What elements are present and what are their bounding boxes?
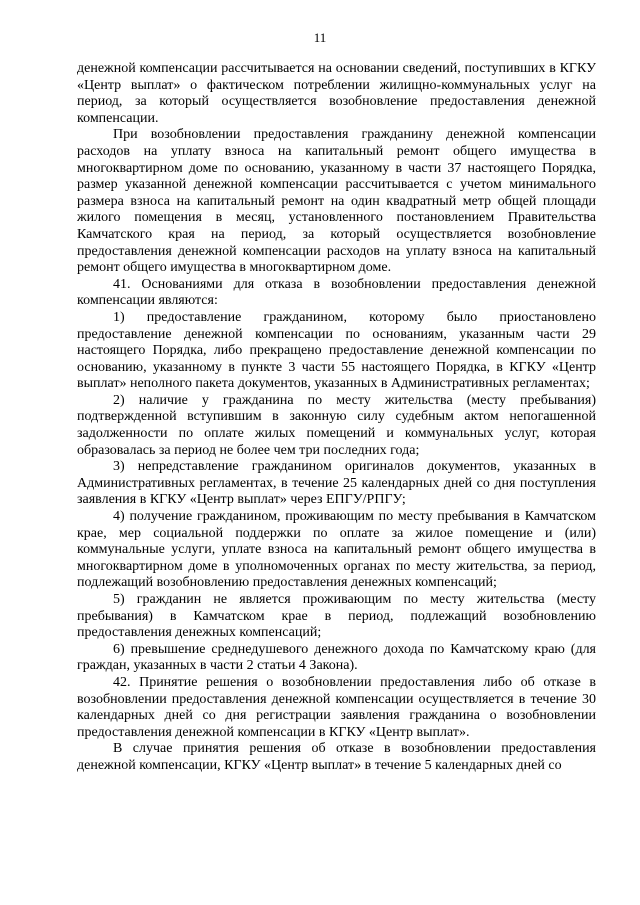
paragraph-refusal-notice: В случае принятия решения об отказе в возобновлении предоставления денежной компенсации, КГКУ «Центр выплат» в течение 5 календарных дней со: [77, 741, 596, 773]
paragraph-continuation: денежной компенсации рассчитывается на основании сведений, поступивших в КГКУ «Центр выплат» о фактическом потреблении жилищно-коммунальных услуг на период, за который осуществляется возобновление предоставления денежной компенсации.: [77, 61, 596, 126]
list-item-6: 6) превышение среднедушевого денежного дохода по Камчатскому краю (для граждан, указанных в части 2 статьи 4 Закона).: [77, 641, 596, 674]
list-item-3: 3) непредставление гражданином оригиналов документов, указанных в Административных регламентах, в течение 25 календарных дней со дня поступления заявления в КГКУ «Центр выплат» через ЕПГУ/РПГУ;: [77, 459, 596, 508]
paragraph-section-41: 41. Основаниями для отказа в возобновлении предоставления денежной компенсации являются:: [77, 276, 596, 309]
list-item-1: 1) предоставление гражданином, которому было приостановлено предоставление денежной компенсации по основаниям, указанным части 29 настоящего Порядка, либо прекращено предоставление денежной компенсации по основанию, указанному в пункте 3 части 55 настоящего Порядка, в КГКУ «Центр выплат» неполного пакета документов, указанных в Административных регламентах;: [77, 309, 596, 392]
document-body: [77, 61, 596, 775]
list-item-5: 5) гражданин не является проживающим по месту жительства (месту пребывания) в Камчатском крае в период, подлежащий возобновлению предоставления денежных компенсаций;: [77, 592, 596, 641]
list-item-4: 4) получение гражданином, проживающим по месту пребывания в Камчатском крае, мер социальной поддержки по оплате за жилое помещение и (или) коммунальные услуги, уплате взноса на капитальный ремонт общего имущества в многоквартирном доме в уполномоченных органах по месту жительства, за период, подлежащий возобновлению предоставления денежных компенсаций;: [77, 509, 596, 591]
paragraph-recalculation: При возобновлении предоставления гражданину денежной компенсации расходов на уплату взноса на капитальный ремонт общего имущества в многоквартирном доме по основанию, указанному в части 37 настоящего Порядка, размер указанной денежной компенсации рассчитывается с учетом минимального размера взноса на капитальный ремонт на один квадратный метр общей площади жилого помещения в месяц, установленного постановлением Правительства Камчатского края на период, за который осуществляется возобновление предоставления денежной компенсации расходов на уплату взноса на капитальный ремонт общего имущества в многоквартирном доме.: [77, 127, 596, 276]
paragraph-section-42: 42. Принятие решения о возобновлении предоставления либо об отказе в возобновлении предоставления денежной компенсации осуществляется в течение 30 календарных дней со дня регистрации заявления гражданина о возобновлении предоставления денежной компенсации в КГКУ «Центр выплат».: [77, 674, 596, 740]
page-number: 11: [313, 30, 327, 45]
list-item-2: 2) наличие у гражданина по месту жительства (месту пребывания) подтвержденной вступившим в законную силу судебным актом непогашенной задолженности по оплате жилых помещений и коммунальных услуг, которая образовалась за период не более чем три последних года;: [77, 392, 596, 458]
